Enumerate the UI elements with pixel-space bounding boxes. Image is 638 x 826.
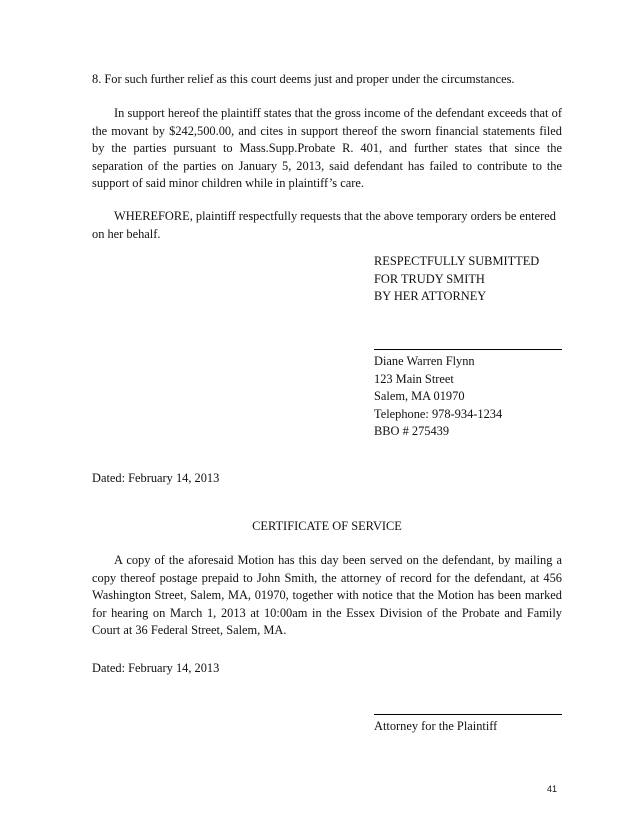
dated-line-1: Dated: February 14, 2013 [92, 471, 220, 485]
submission-line-3: BY HER ATTORNEY [374, 289, 487, 303]
attorney-city: Salem, MA 01970 [374, 389, 465, 403]
submission-block [374, 253, 574, 306]
submission-line-2: FOR TRUDY SMITH [374, 271, 485, 286]
submission-line-1: RESPECTFULLY SUBMITTED [374, 254, 540, 268]
dated-line-2: Dated: February 14, 2013 [92, 661, 220, 675]
attorney-name: Diane Warren Flynn [374, 354, 475, 368]
attorney-bbo: BBO # 275439 [374, 424, 450, 438]
relief-item-8: 8. For such further relief as this court deems just and proper under the circumstances. [92, 72, 515, 86]
plaintiff-signature-line [374, 714, 562, 715]
attorney-phone: Telephone: 978-934-1234 [374, 406, 503, 421]
attorney-signature-line [374, 349, 562, 350]
wherefore-paragraph: WHEREFORE, plaintiff respectfully requests that the above temporary orders be entered on her behalf. [92, 209, 556, 241]
certificate-title: CERTIFICATE OF SERVICE [252, 519, 402, 533]
attorney-street: 123 Main Street [374, 371, 454, 386]
page-number: 41 [547, 784, 558, 794]
signature-label: Attorney for the Plaintiff [374, 719, 498, 733]
certificate-paragraph: A copy of the aforesaid Motion has this day been served on the defendant, by mailing a copy thereof postage prepaid to John Smith, the attorney of record for the defendant, at 456 Washington Street, Salem, MA, 01970, together with notice that the Motion has been marked for hearing on March 1, 2013 at 10:00am in the Essex Division of the Probate and Family Court at 36 Federal Street, Salem, MA. [92, 553, 562, 637]
support-paragraph: In support hereof the plaintiff states that the gross income of the defendant exceeds that of the movant by $242,500.00, and cites in support thereof the sworn financial statements filed by the parties pursuant to Mass.Supp.Probate R. 401, and further states that since the separation of the parties on January 5, 2013, said defendant has failed to contribute to the support of said minor children while in plaintiff’s care. [92, 106, 562, 190]
attorney-block [374, 353, 574, 441]
